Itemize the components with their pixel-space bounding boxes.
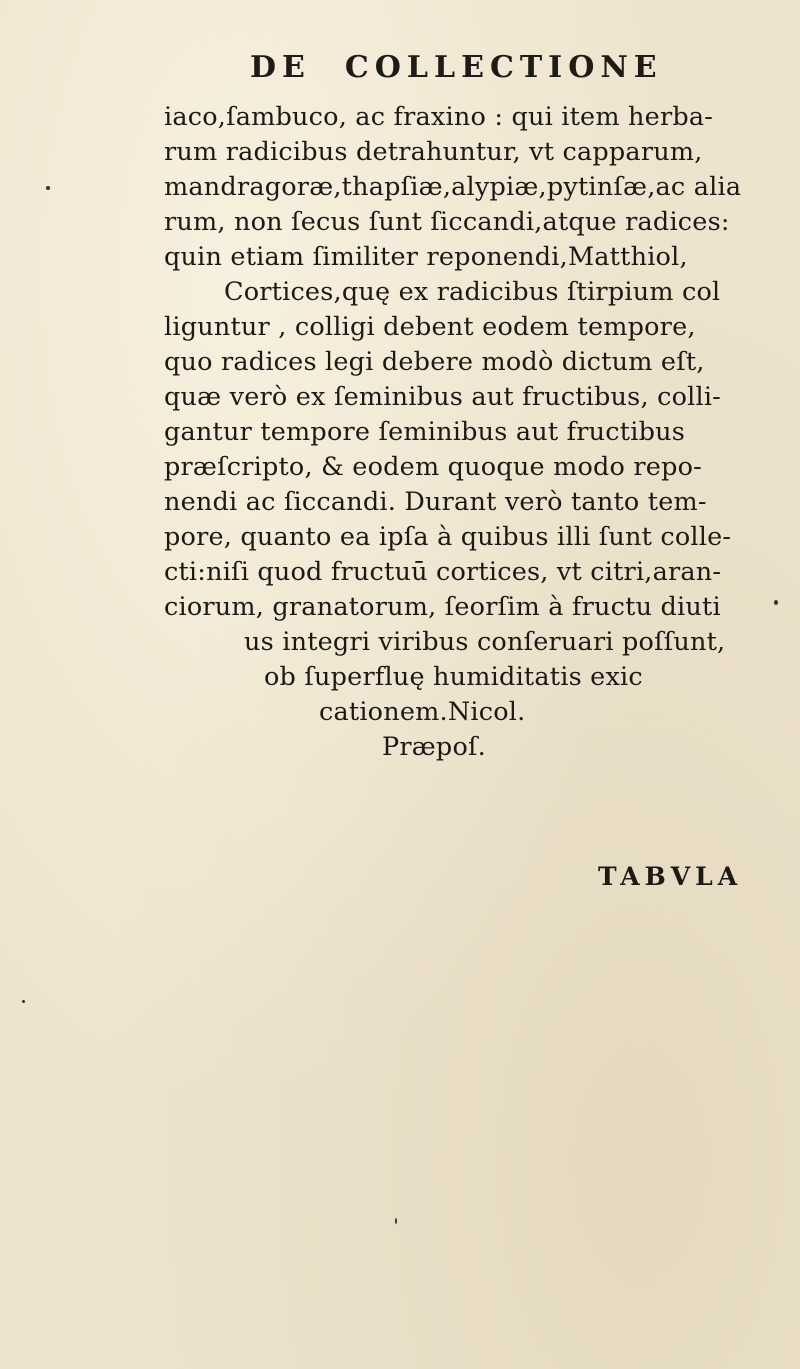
text-line: ciorum, granatorum, ſeorſim à fructu diuti [164,592,721,622]
text-line: præſcripto, & eodem quoque modo repo- [164,452,702,482]
text-line: gantur tempore ſeminibus aut fructibus [164,417,686,447]
paragraph-start-line: Cortices,quę ex radicibus ſtirpium col [224,277,721,307]
ink-speck [46,186,50,190]
body-text [164,100,764,765]
text-line: rum, non ſecus ſunt ſiccandi,atque radices: [164,207,730,237]
catchword: TABVLA [598,862,743,891]
text-line: pore, quanto ea ipſa à quibus illi ſunt colle- [164,522,732,552]
text-line: liguntur , colligi debent eodem tempore, [164,312,696,342]
text-line: rum radicibus detrahuntur, vt capparum, [164,137,703,167]
running-head-word-2: COLLECTIONE [344,50,663,85]
tapered-line: us integri viribus conſeruari poſſunt, [244,627,726,657]
ink-speck [395,1218,397,1224]
running-head [250,50,663,85]
text-line: quæ verò ex ſeminibus aut fructibus, colli- [164,382,721,412]
tapered-line: cationem.Nicol. [319,697,526,727]
tapered-line: ob ſuperfluę humiditatis exic [264,662,643,692]
running-head-word-1: DE [250,50,311,85]
text-line: mandragoræ,thapſiæ,alypiæ,pytinſæ,ac alia [164,172,742,202]
text-line: cti:niſi quod fructuū cortices, vt citri,aran- [164,557,722,587]
text-line: quo radices legi debere modò dictum eſt, [164,347,705,377]
text-line: nendi ac ſiccandi. Durant verò tanto tem- [164,487,707,517]
tapered-line: Præpoſ. [382,732,486,762]
text-line: quin etiam ſimiliter reponendi,Matthiol, [164,242,688,272]
ink-speck [22,1000,25,1003]
ink-speck [774,600,778,605]
text-line: iaco,ſambuco, ac fraxino : qui item herba- [164,102,714,132]
